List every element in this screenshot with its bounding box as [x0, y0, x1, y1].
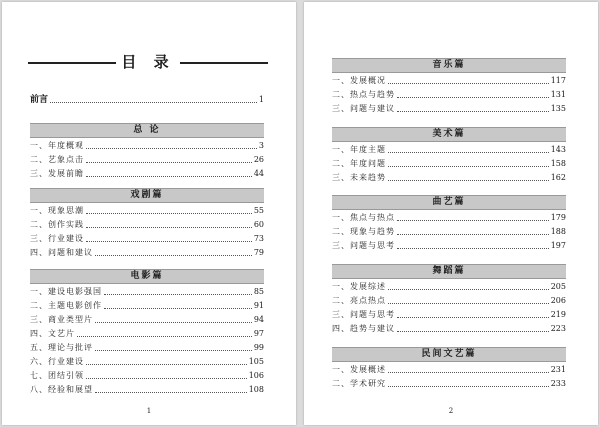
- entry-label: 一、焦点与热点: [332, 213, 395, 222]
- leader-dots: [86, 162, 252, 163]
- entry-page: 233: [550, 379, 566, 388]
- toc-entry[interactable]: [332, 89, 566, 101]
- leader-dots: [397, 248, 549, 249]
- entry-page: 108: [248, 385, 264, 394]
- leader-dots: [86, 148, 257, 149]
- entry-page: 197: [550, 241, 566, 250]
- entry-page: 219: [550, 310, 566, 319]
- entry-label: 七、团结引领: [30, 371, 84, 380]
- leader-dots: [86, 241, 252, 242]
- section-yinyue: [332, 58, 566, 115]
- entry-label: 四、文艺片: [30, 329, 75, 338]
- toc-page-right: [304, 2, 598, 425]
- entry-label: 三、商业类型片: [30, 315, 93, 324]
- toc-entry[interactable]: [332, 144, 566, 156]
- entry-page: 73: [253, 234, 264, 243]
- leader-dots: [388, 372, 549, 373]
- entry-page: 85: [253, 287, 264, 296]
- toc-entry[interactable]: [332, 281, 566, 293]
- section-dianying: [30, 269, 264, 396]
- entry-label: 五、理论与批评: [30, 343, 93, 352]
- entry-label: 二、热点与趋势: [332, 90, 395, 99]
- page-number: 2: [448, 407, 454, 415]
- entry-label: 一、年度主题: [332, 145, 386, 154]
- leader-dots: [388, 83, 549, 84]
- toc-entry[interactable]: [332, 309, 566, 321]
- section-heading: 舞蹈篇: [332, 264, 566, 279]
- section-heading: 曲艺篇: [332, 195, 566, 210]
- leader-dots: [388, 152, 549, 153]
- toc-entry[interactable]: [30, 300, 264, 312]
- section-quyi: [332, 195, 566, 252]
- toc-entry[interactable]: [332, 158, 566, 170]
- entry-label: 一、现象思潮: [30, 206, 84, 215]
- entry-label: 前言: [30, 95, 49, 105]
- toc-entry[interactable]: [30, 384, 264, 396]
- leader-dots: [86, 227, 252, 228]
- entry-page: 105: [248, 357, 264, 366]
- entry-page: 60: [253, 220, 264, 229]
- leader-dots: [397, 220, 549, 221]
- leader-dots: [397, 234, 549, 235]
- entry-label: 三、行业建设: [30, 234, 84, 243]
- toc-entry[interactable]: [30, 342, 264, 354]
- section-heading: 美术篇: [332, 127, 566, 142]
- toc-entry[interactable]: [30, 205, 264, 217]
- leader-dots: [388, 289, 549, 290]
- section-xiju: [30, 188, 264, 259]
- title-rule-right: [180, 62, 268, 64]
- entry-page: 162: [550, 173, 566, 182]
- toc-entry[interactable]: [30, 314, 264, 326]
- toc-entry[interactable]: [332, 212, 566, 224]
- toc-entry[interactable]: [30, 328, 264, 340]
- section-heading: 戏剧篇: [30, 188, 264, 203]
- toc-entry[interactable]: [30, 286, 264, 298]
- entry-page: 55: [253, 206, 264, 215]
- entry-label: 二、年度问题: [332, 159, 386, 168]
- entry-page: 117: [550, 76, 566, 85]
- section-heading: 电影篇: [30, 269, 264, 284]
- toc-entry[interactable]: [332, 240, 566, 252]
- leader-dots: [388, 386, 549, 387]
- entry-label: 一、年度概观: [30, 141, 84, 150]
- page-number: 1: [146, 407, 152, 415]
- entry-page: 143: [550, 145, 566, 154]
- section-heading: 民间文艺篇: [332, 347, 566, 362]
- entry-page: 106: [248, 371, 264, 380]
- entry-page: 99: [253, 343, 264, 352]
- toc-entry[interactable]: [30, 370, 264, 382]
- entry-page: 3: [258, 141, 264, 150]
- entry-page: 26: [253, 155, 264, 164]
- leader-dots: [104, 308, 252, 309]
- leader-dots: [86, 176, 252, 177]
- leader-dots: [388, 303, 549, 304]
- entry-page: 97: [253, 329, 264, 338]
- entry-page: 179: [550, 213, 566, 222]
- entry-page: 91: [253, 301, 264, 310]
- entry-label: 六、行业建设: [30, 357, 84, 366]
- toc-title: [28, 52, 268, 72]
- entry-label: 四、问题和建议: [30, 248, 93, 257]
- leader-dots: [397, 331, 549, 332]
- toc-entry-preface[interactable]: [30, 94, 264, 106]
- entry-label: 三、未来趋势: [332, 173, 386, 182]
- leader-dots: [388, 180, 549, 181]
- toc-entry[interactable]: [332, 103, 566, 115]
- section-wudao: [332, 264, 566, 335]
- section-zonglun: [30, 123, 264, 180]
- toc-entry[interactable]: [30, 233, 264, 245]
- entry-page: 188: [550, 227, 566, 236]
- entry-label: 二、亮点热点: [332, 296, 386, 305]
- entry-page: 94: [253, 315, 264, 324]
- leader-dots: [95, 350, 252, 351]
- toc-entry[interactable]: [332, 75, 566, 87]
- entry-label: 一、发展概述: [332, 365, 386, 374]
- leader-dots: [397, 97, 549, 98]
- leader-dots: [86, 213, 252, 214]
- entry-page: 135: [550, 104, 566, 113]
- leader-dots: [50, 102, 257, 103]
- section-heading: 音乐篇: [332, 58, 566, 73]
- entry-label: 八、经验和展望: [30, 385, 93, 394]
- entry-page: 206: [550, 296, 566, 305]
- entry-label: 二、创作实践: [30, 220, 84, 229]
- entry-page: 231: [550, 365, 566, 374]
- toc-entry[interactable]: [332, 226, 566, 238]
- toc-entry[interactable]: [30, 140, 264, 152]
- entry-label: 三、问题与建议: [332, 104, 395, 113]
- leader-dots: [95, 392, 247, 393]
- toc-entry[interactable]: [332, 378, 566, 390]
- entry-page: 44: [253, 169, 264, 178]
- entry-page: 131: [550, 90, 566, 99]
- leader-dots: [95, 255, 252, 256]
- entry-label: 三、问题与思考: [332, 310, 395, 319]
- leader-dots: [77, 336, 252, 337]
- entry-page: 205: [550, 282, 566, 291]
- leader-dots: [95, 322, 252, 323]
- toc-title-text: 目 录: [121, 53, 175, 71]
- entry-label: 一、发展综述: [332, 282, 386, 291]
- toc-entry[interactable]: [30, 154, 264, 166]
- leader-dots: [397, 111, 549, 112]
- leader-dots: [397, 317, 549, 318]
- entry-label: 三、发展前瞻: [30, 169, 84, 178]
- leader-dots: [86, 378, 247, 379]
- entry-page: 79: [253, 248, 264, 257]
- toc-entry[interactable]: [30, 168, 264, 180]
- entry-page: 1: [258, 95, 264, 104]
- entry-label: 一、发展概况: [332, 76, 386, 85]
- toc-entry[interactable]: [30, 247, 264, 259]
- entry-page: 158: [550, 159, 566, 168]
- toc-entry[interactable]: [30, 219, 264, 231]
- toc-entry[interactable]: [30, 356, 264, 368]
- section-heading: 总 论: [30, 123, 264, 138]
- section-meishu: [332, 127, 566, 184]
- entry-label: 二、主题电影创作: [30, 301, 102, 310]
- section-minjian-wenyi: [332, 347, 566, 390]
- toc-entry[interactable]: [332, 172, 566, 184]
- entry-label: 一、建设电影强国: [30, 287, 102, 296]
- leader-dots: [104, 294, 252, 295]
- entry-label: 三、问题与思考: [332, 241, 395, 250]
- toc-entry[interactable]: [332, 364, 566, 376]
- toc-page-left: [2, 2, 296, 425]
- toc-entry[interactable]: [332, 295, 566, 307]
- entry-label: 二、艺象点击: [30, 155, 84, 164]
- leader-dots: [86, 364, 247, 365]
- entry-label: 四、趋势与建议: [332, 324, 395, 333]
- toc-entry[interactable]: [332, 323, 566, 335]
- entry-page: 223: [550, 324, 566, 333]
- leader-dots: [388, 166, 549, 167]
- entry-label: 二、现象与趋势: [332, 227, 395, 236]
- entry-label: 二、学术研究: [332, 379, 386, 388]
